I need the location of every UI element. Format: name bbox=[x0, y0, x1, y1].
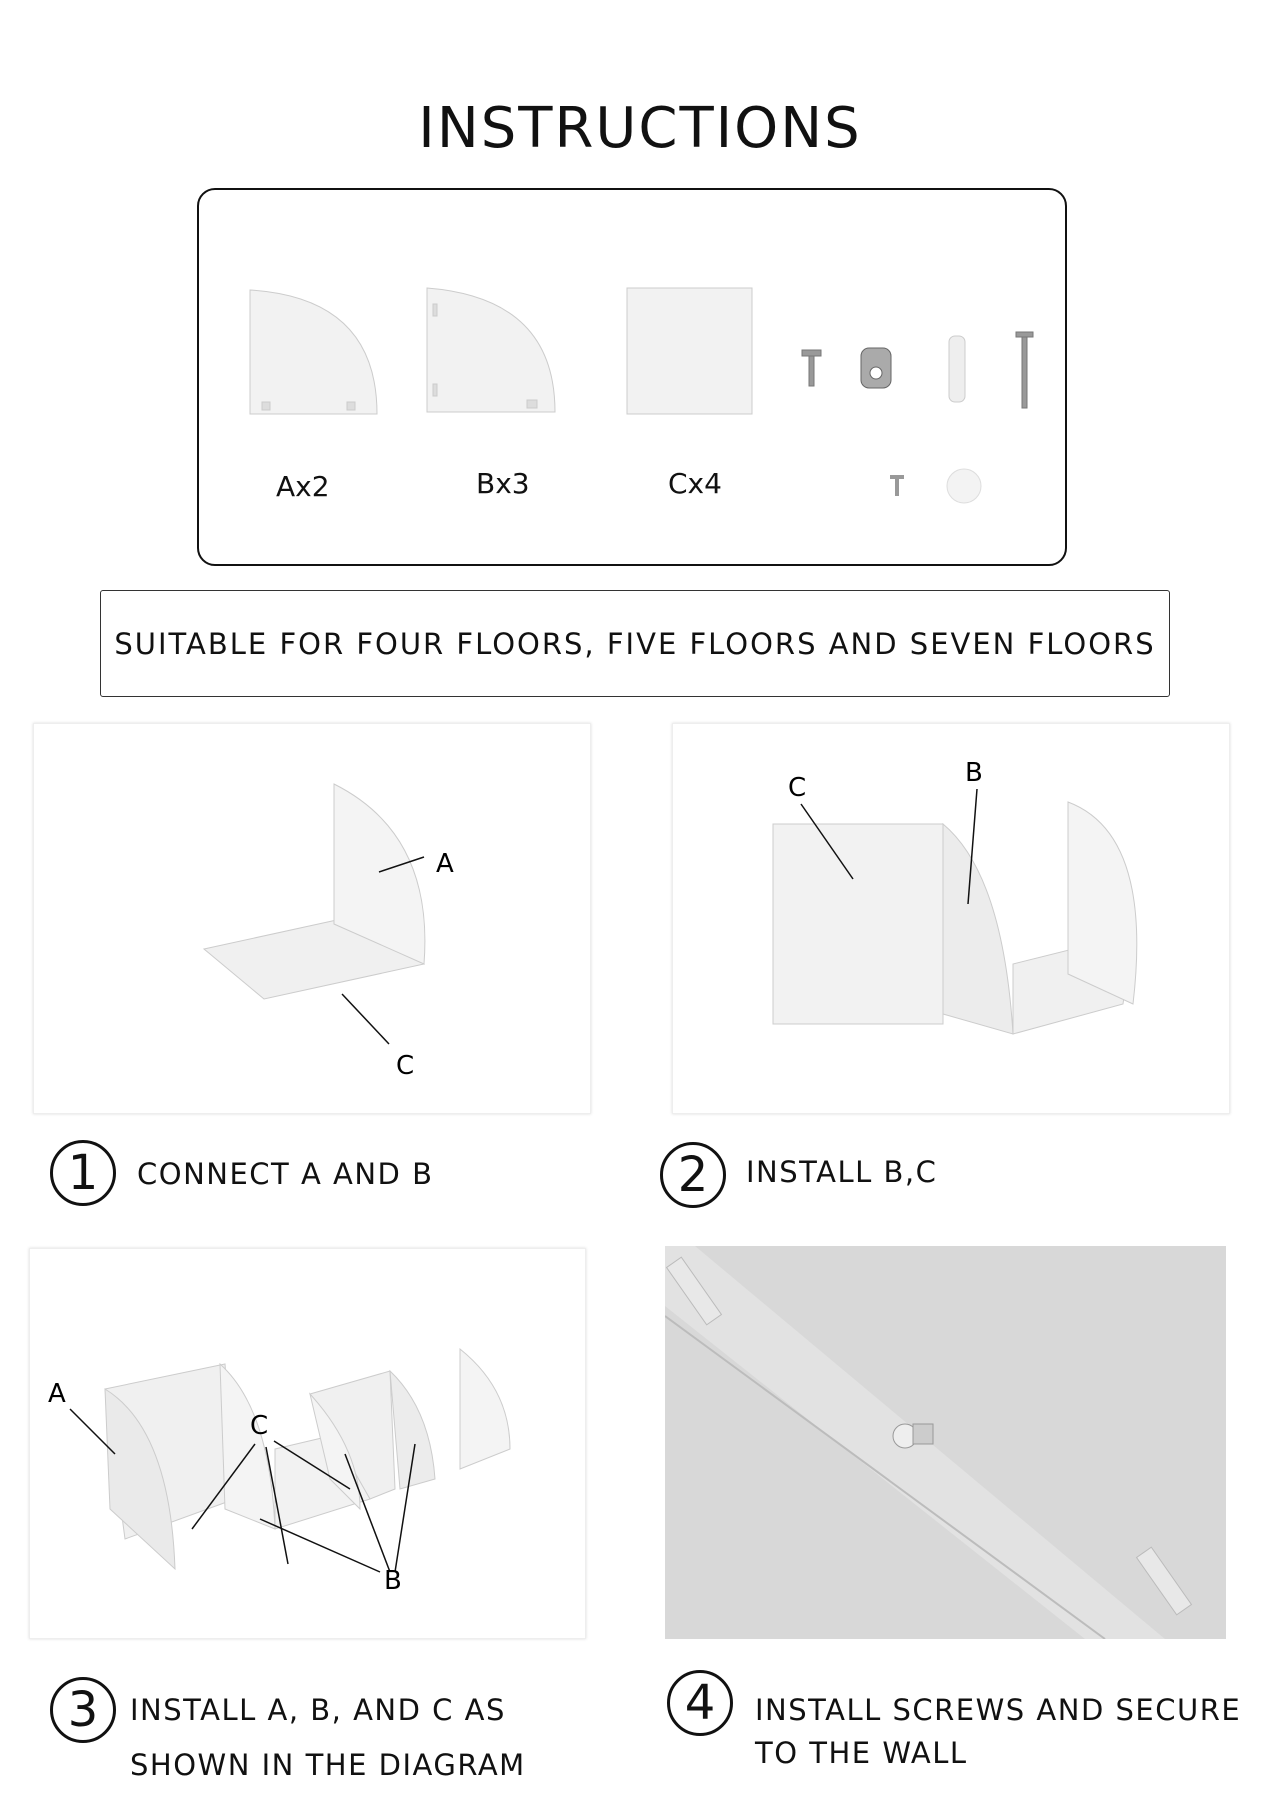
part-b-label: Bx3 bbox=[476, 467, 530, 500]
parts-illustration bbox=[197, 188, 1067, 566]
part-c-label: Cx4 bbox=[668, 467, 722, 500]
part-a-image bbox=[250, 290, 377, 414]
small-screw-icon bbox=[890, 475, 904, 496]
svg-text:C: C bbox=[250, 1411, 269, 1441]
bracket-icon bbox=[861, 348, 891, 388]
step-2-text: INSTALL B,C bbox=[746, 1155, 938, 1189]
bumper-pad-icon bbox=[947, 469, 981, 503]
part-b-image bbox=[427, 288, 555, 412]
anchor-icon bbox=[949, 336, 965, 402]
long-screw-icon bbox=[1016, 332, 1033, 408]
step-4-line-2: TO THE WALL bbox=[755, 1736, 968, 1770]
callout-a: A bbox=[436, 849, 454, 879]
svg-text:A: A bbox=[48, 1379, 66, 1409]
screw-icon bbox=[893, 1424, 933, 1448]
step-4-photo bbox=[665, 1246, 1226, 1639]
step-4-number: 4 bbox=[667, 1670, 733, 1736]
step-3-diagram bbox=[29, 1248, 586, 1639]
page-title: INSTRUCTIONS bbox=[418, 96, 862, 161]
step-3-number: 3 bbox=[50, 1677, 116, 1743]
svg-text:B: B bbox=[965, 758, 983, 788]
step-1-diagram bbox=[33, 723, 591, 1114]
part-c-image bbox=[627, 288, 752, 414]
step-4-line-1: INSTALL SCREWS AND SECURE bbox=[755, 1693, 1242, 1727]
step-1-number: 1 bbox=[50, 1140, 116, 1206]
step-2-diagram bbox=[672, 723, 1230, 1114]
callout-c: C bbox=[396, 1051, 415, 1081]
step-3-line-2: SHOWN IN THE DIAGRAM bbox=[130, 1748, 526, 1782]
step-2-number: 2 bbox=[660, 1142, 726, 1208]
step-1-text: CONNECT A AND B bbox=[137, 1157, 434, 1191]
svg-text:B: B bbox=[384, 1566, 402, 1596]
screw-icon bbox=[802, 350, 821, 386]
step-3-line-1: INSTALL A, B, AND C AS bbox=[130, 1693, 506, 1727]
svg-text:C: C bbox=[788, 773, 807, 803]
part-a-label: Ax2 bbox=[276, 470, 330, 503]
suitability-note: SUITABLE FOR FOUR FLOORS, FIVE FLOORS AND SEVEN FLOORS bbox=[100, 590, 1170, 697]
